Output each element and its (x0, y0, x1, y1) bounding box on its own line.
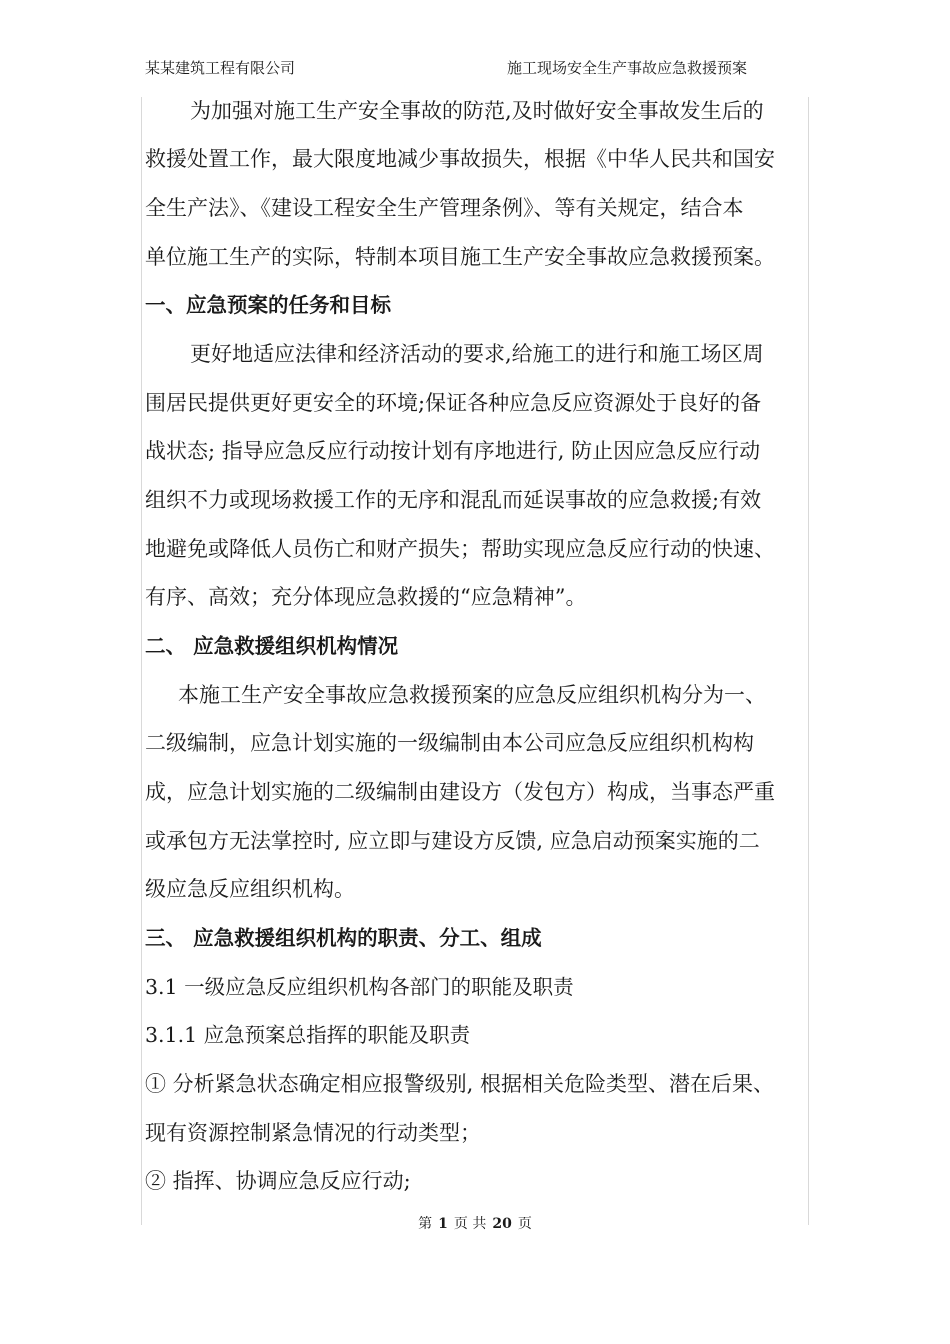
header-company: 某某建筑工程有限公司 (145, 59, 296, 77)
text-line: 级应急反应组织机构。 (145, 877, 355, 901)
text-line: 全生产法》、《建设工程安全生产管理条例》、等有关规定，结合本 (145, 196, 744, 220)
section-heading: 三、 应急救援组织机构的职责、分工、组成 (145, 926, 542, 950)
footer-prefix: 第 (418, 1216, 433, 1232)
text-line: 单位施工生产的实际，特制本项目施工生产安全事故应急救援预案。 (145, 245, 775, 269)
text-line: 或承包方无法掌控时, 应立即与建设方反馈, 应急启动预案实施的二 (145, 829, 760, 853)
section-heading: 一、应急预案的任务和目标 (145, 293, 391, 317)
text-line: 围居民提供更好更安全的环境;保证各种应急反应资源处于良好的备 (145, 391, 762, 415)
footer-total-pages: 20 (492, 1216, 512, 1232)
text-line: 二级编制，应急计划实施的一级编制由本公司应急反应组织机构构 (145, 731, 754, 755)
text-line: 更好地适应法律和经济活动的要求,给施工的进行和施工场区周 (190, 342, 764, 366)
footer-middle: 页 共 (453, 1216, 487, 1232)
list-item: ① 分析紧急状态确定相应报警级别, 根据相关危险类型、潜在后果、 (145, 1072, 775, 1096)
text-line: 救援处置工作，最大限度地减少事故损失，根据《中华人民共和国安 (145, 147, 775, 171)
text-line: 战状态; 指导应急反应行动按计划有序地进行, 防止因应急反应行动 (145, 439, 761, 463)
page-footer (0, 1213, 950, 1235)
text-line: 本施工生产安全事故应急救援预案的应急反应组织机构分为一、 (178, 683, 766, 707)
text-line: 有序、高效；充分体现应急救援的“应急精神”。 (145, 585, 587, 609)
subsection-heading: 3.1.1 应急预案总指挥的职能及职责 (145, 1023, 471, 1047)
footer-page-number: 1 (438, 1216, 448, 1232)
text-line: 为加强对施工生产安全事故的防范,及时做好安全事故发生后的 (190, 99, 764, 123)
text-line: 现有资源控制紧急情况的行动类型； (145, 1121, 481, 1145)
header-doc-title: 施工现场安全生产事故应急救援预案 (507, 59, 748, 77)
text-line: 成，应急计划实施的二级编制由建设方（发包方）构成，当事态严重 (145, 780, 775, 804)
footer-suffix: 页 (517, 1216, 532, 1232)
text-line: 地避免或降低人员伤亡和财产损失；帮助实现应急反应行动的快速、 (145, 537, 775, 561)
list-item: ② 指挥、协调应急反应行动; (145, 1169, 411, 1193)
subsection-heading: 3.1 一级应急反应组织机构各部门的职能及职责 (145, 975, 574, 999)
section-heading: 二、 应急救援组织机构情况 (145, 634, 399, 658)
text-line: 组织不力或现场救援工作的无序和混乱而延误事故的应急救援;有效 (145, 488, 762, 512)
